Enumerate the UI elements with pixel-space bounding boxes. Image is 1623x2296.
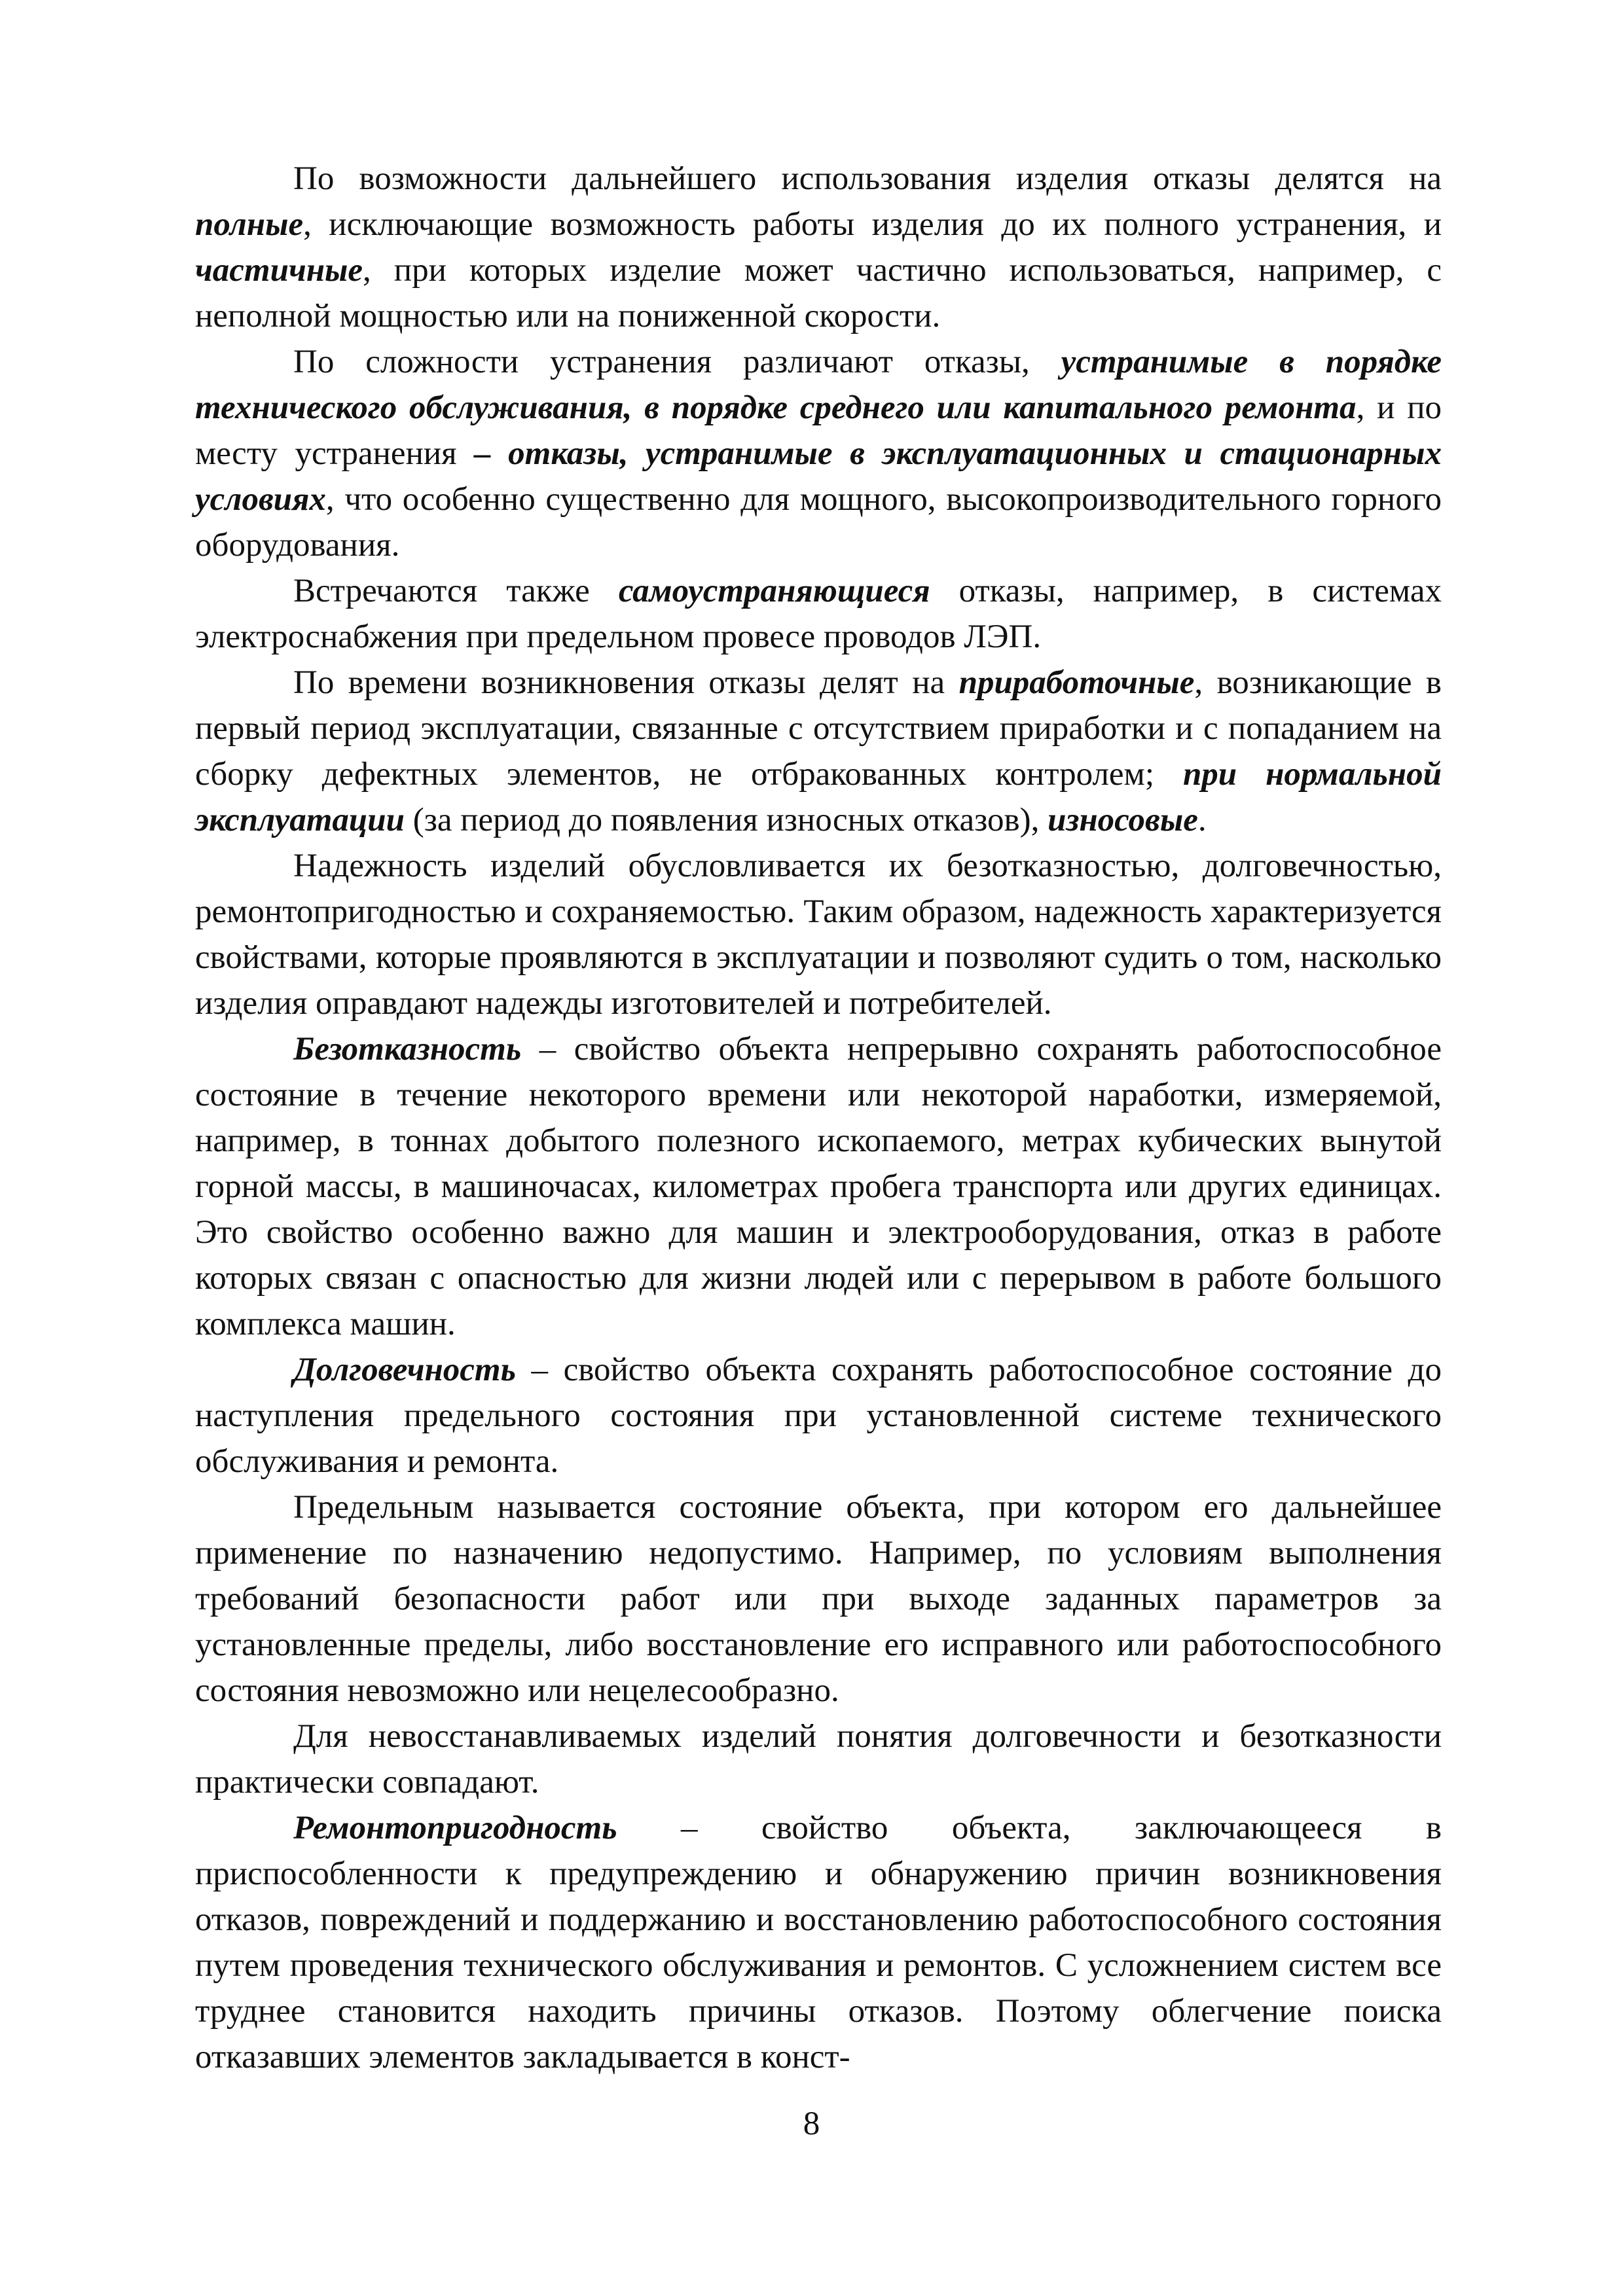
text-run: По возможности дальнейшего использования изделия отказы делятся на bbox=[293, 160, 1442, 197]
emphasized-term: при нормальной эксплуатации bbox=[195, 756, 1442, 838]
text-run: , что особенно существенно для мощного, высокопроизводительного горного оборудования. bbox=[195, 481, 1442, 564]
text-run: По времени возникновения отказы делят на bbox=[293, 664, 959, 701]
page-body bbox=[195, 156, 1442, 2080]
page-number: 8 bbox=[803, 2106, 820, 2142]
paragraph bbox=[195, 1347, 1442, 1484]
text-run: По сложности устранения различают отказы, bbox=[293, 344, 1061, 380]
emphasized-term: частичные bbox=[195, 252, 363, 289]
paragraph bbox=[195, 339, 1442, 568]
emphasized-term: Долговечность bbox=[293, 1352, 516, 1388]
paragraph bbox=[195, 568, 1442, 660]
text-run: (за период до появления износных отказов), bbox=[404, 802, 1048, 838]
emphasized-term: самоустраняющиеся bbox=[618, 573, 930, 609]
text-run: – свойство объекта непрерывно сохранять работоспособное состояние в течение некоторого времени или некоторой наработки, измеряемой, например, в тоннах добытого полезного ископаемого, метрах кубических вынутой горной массы, в машиночасах, километрах пробега транспорта или других единицах. Это свойство особенно важно для машин и электрооборудования, отказ в работе которых связан с опасностью для жизни людей или с перерывом в работе большого комплекса машин. bbox=[195, 1031, 1442, 1342]
text-run: . bbox=[1197, 802, 1207, 838]
emphasized-term: приработочные bbox=[958, 664, 1195, 701]
text-run: , исключающие возможность работы изделия до их полного устранения, и bbox=[303, 206, 1442, 243]
emphasized-term: Ремонтопригодность bbox=[293, 1810, 617, 1846]
paragraph bbox=[195, 1805, 1442, 2080]
text-run: , возникающие в первый период эксплуатации, связанные с отсутствием приработки и с попаданием на сборку дефектных элементов, не отбракованных контролем; bbox=[195, 664, 1442, 793]
emphasized-term: устранимые в порядке технического обслуживания, в порядке среднего или капитального ремонта bbox=[195, 344, 1442, 426]
text-run: отказы, например, в системах электроснабжения при предельном провесе проводов ЛЭП. bbox=[195, 573, 1442, 655]
emphasized-term: – отказы, устранимые в эксплуатационных и стационарных условиях bbox=[195, 435, 1442, 518]
text-run: – свойство объекта, заключающееся в приспособленности к предупреждению и обнаружению причин возникновения отказов, повреждений и поддержанию и восстановлению работоспособного состояния путем проведения технического обслуживания и ремонтов. С усложнением систем все труднее становится находить причины отказов. Поэтому облегчение поиска отказавших элементов закладывается в конст- bbox=[195, 1810, 1442, 2075]
text-run: Надежность изделий обусловливается их безотказностью, долговечностью, ремонтопригодностью и сохраняемостью. Таким образом, надежность характеризуется свойствами, которые проявляются в эксплуатации и позволяют судить о том, насколько изделия оправдают надежды изготовителей и потребителей. bbox=[195, 848, 1442, 1022]
text-run: , при которых изделие может частично использоваться, например, с неполной мощностью или на пониженной скорости. bbox=[195, 252, 1442, 334]
paragraph bbox=[195, 843, 1442, 1026]
paragraph bbox=[195, 1713, 1442, 1805]
emphasized-term: полные bbox=[195, 206, 304, 243]
text-run: Для невосстанавливаемых изделий понятия долговечности и безотказности практически совпадают. bbox=[195, 1718, 1442, 1801]
text-run: , и по месту устранения bbox=[195, 389, 1442, 472]
paragraph bbox=[195, 660, 1442, 843]
paragraph bbox=[195, 156, 1442, 339]
text-run: Предельным называется состояние объекта, при котором его дальнейшее применение по назначению недопустимо. Например, по условиям выполнения требований безопасности работ или при выходе заданных параметров за установленные пределы, либо восстановление его исправного или работоспособного состояния невозможно или нецелесообразно. bbox=[195, 1489, 1442, 1709]
emphasized-term: износовые bbox=[1048, 802, 1198, 838]
text-run: Встречаются также bbox=[293, 573, 619, 609]
text-run: – свойство объекта сохранять работоспособное состояние до наступления предельного состояния при установленной системе технического обслуживания и ремонта. bbox=[195, 1352, 1442, 1480]
paragraph bbox=[195, 1484, 1442, 1713]
paragraph bbox=[195, 1026, 1442, 1347]
emphasized-term: Безотказность bbox=[293, 1031, 522, 1067]
